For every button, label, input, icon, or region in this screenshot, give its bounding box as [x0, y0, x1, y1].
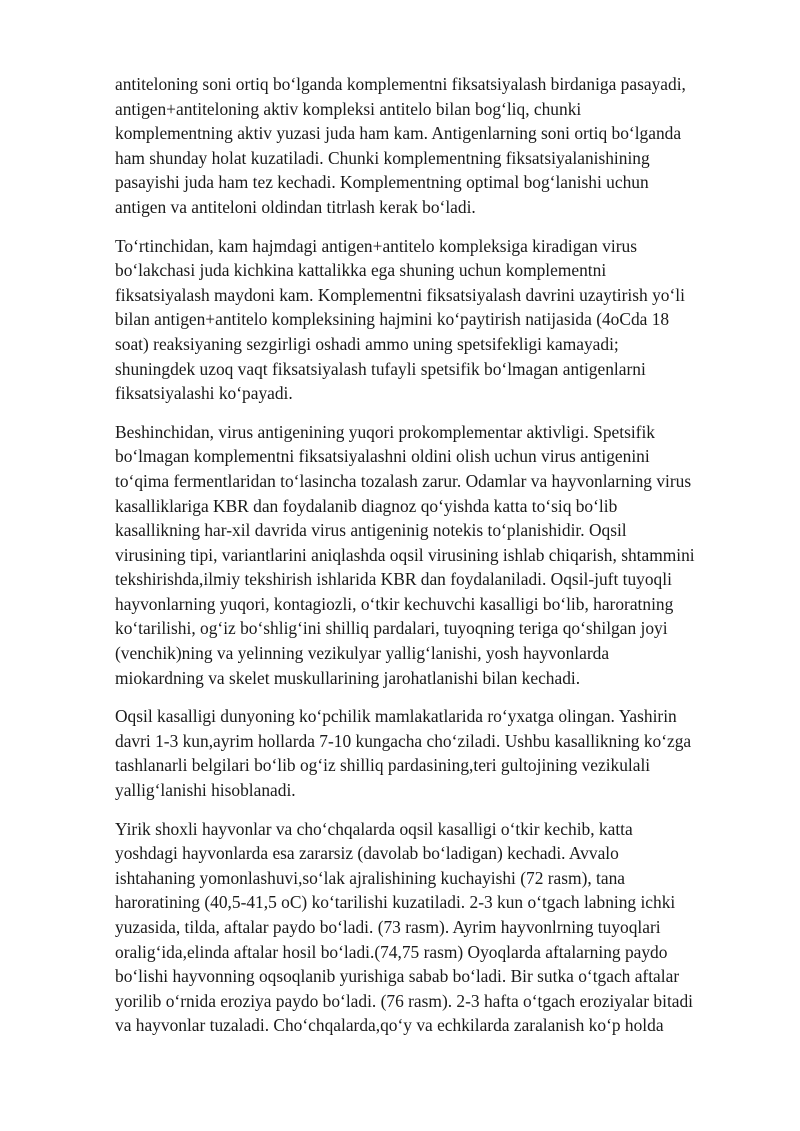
text-line: ham shunday holat kuzatiladi. Chunki komplementning fiksatsiyalanishining: [115, 147, 650, 168]
text-line: yuzasida, tilda, aftalar paydo bo‘ladi. (73 rasm). Ayrim hayvonlrning tuyoqlari: [115, 917, 661, 937]
text-line: shuningdek uzoq vaqt fiksatsiyalash tufayli spetsifik bo‘lmagan antigenlarni: [115, 358, 646, 379]
text-line: ishtahaning yomonlashuvi,so‘lak ajralishining kuchayishi (72 rasm), tana: [115, 867, 626, 888]
text-line: pasayishi juda ham tez kechadi. Komplementning optimal bog‘lanishi uchun: [115, 172, 649, 193]
text-line: ko‘tarilishi, og‘iz bo‘shlig‘ini shilliq pardalari, tuyoqning teriga qo‘shilgan joyi: [115, 618, 668, 639]
document-page: [115, 72, 743, 1052]
text-line: yoshdagi hayvonlarda esa zararsiz (davolab bo‘ladigan) kechadi. Avvalo: [115, 843, 619, 864]
paragraph-cattle-and-pigs: [115, 817, 743, 1038]
text-line: va hayvonlar tuzaladi. Cho‘chqalarda,qo‘y va echkilarda zaralanish ko‘p holda: [115, 1015, 664, 1036]
text-line: bo‘lmagan komplementni fiksatsiyalashni oldini olish uchun virus antigenini: [115, 446, 650, 467]
text-line: miokardning va skelet muskullarining jarohatlanishi bilan kechadi.: [115, 667, 581, 688]
text-line: bo‘lakchasi juda kichkina kattalikka ega shuning uchun komplementni: [115, 260, 607, 281]
text-line: bo‘lishi hayvonning oqsoqlanib yurishiga sabab bo‘ladi. Bir sutka o‘tgach aftalar: [115, 966, 680, 987]
text-line: fiksatsiyalash maydoni kam. Komplementni fiksatsiyalash davrini uzaytirish yo‘li: [115, 284, 685, 305]
text-line: soat) reaksiyaning sezgirligi oshadi ammo uning spetsifekligi kamayadi;: [115, 333, 619, 354]
text-line: (venchik)ning va yelinning vezikulyar yallig‘lanishi, yosh hayvonlarda: [115, 643, 610, 664]
paragraph-fourthly: [115, 234, 743, 406]
text-line: davri 1-3 kun,ayrim hollarda 7-10 kungacha cho‘ziladi. Ushbu kasallikning ko‘zga: [115, 730, 692, 751]
paragraph-complement-fixation: [115, 72, 743, 220]
text-line: antiteloning soni ortiq bo‘lganda komplementni fiksatsiyalash birdaniga pasayadi,: [115, 74, 686, 94]
text-line: antigen+antiteloning aktiv kompleksi antitelo bilan bog‘liq, chunki: [115, 98, 582, 119]
paragraph-foot-and-mouth-disease: [115, 704, 743, 802]
text-line: oralig‘ida,elinda aftalar hosil bo‘ladi.(74,75 rasm) Oyoqlarda aftalarning paydo: [115, 941, 668, 962]
text-line: To‘rtinchidan, kam hajmdagi antigen+antitelo kompleksiga kiradigan virus: [115, 235, 637, 256]
text-line: kasallikning har-xil davrida virus antigeninig notekis to‘planishidir. Oqsil: [115, 520, 627, 541]
text-line: Yirik shoxli hayvonlar va cho‘chqalarda oqsil kasalligi o‘tkir kechib, katta: [115, 818, 633, 839]
text-line: yallig‘lanishi hisoblanadi.: [115, 780, 296, 801]
text-line: yorilib o‘rnida eroziya paydo bo‘ladi. (76 rasm). 2-3 hafta o‘tgach eroziyalar bitadi: [115, 990, 694, 1011]
text-line: to‘qima fermentlaridan to‘lasincha tozalash zarur. Odamlar va hayvonlarning virus: [115, 470, 692, 491]
text-line: hayvonlarning yuqori, kontagiozli, o‘tkir kechuvchi kasalligi bo‘lib, haroratning: [115, 593, 674, 614]
text-line: fiksatsiyalashi ko‘payadi.: [115, 383, 293, 404]
text-line: haroratining (40,5-41,5 oC) ko‘tarilishi kuzatiladi. 2-3 kun o‘tgach labning ichki: [115, 892, 676, 913]
text-line: Beshinchidan, virus antigenining yuqori prokomplementar aktivligi. Spetsifik: [115, 421, 655, 442]
text-line: tekshirishda,ilmiy tekshirish ishlarida KBR dan foydalaniladi. Oqsil-juft tuyoqli: [115, 569, 672, 590]
text-line: bilan antigen+antitelo kompleksining hajmini ko‘paytirish natijasida (4oCda 18: [115, 309, 670, 330]
text-line: Oqsil kasalligi dunyoning ko‘pchilik mamlakatlarida ro‘yxatga olingan. Yashirin: [115, 706, 677, 727]
text-line: komplementning aktiv yuzasi juda ham kam. Antigenlarning soni ortiq bo‘lganda: [115, 123, 682, 144]
text-line: kasalliklariga KBR dan foydalanib diagnoz qo‘yishda katta to‘siq bo‘lib: [115, 495, 618, 516]
text-line: virusining tipi, variantlarini aniqlashda oqsil virusining ishlab chiqarish, shtammini: [115, 544, 695, 565]
text-line: tashlanarli belgilari bo‘lib og‘iz shilliq pardasining,teri gultojining vezikulali: [115, 755, 651, 776]
paragraph-fifthly: [115, 420, 743, 691]
text-line: antigen va antiteloni oldindan titrlash kerak bo‘ladi.: [115, 196, 476, 217]
